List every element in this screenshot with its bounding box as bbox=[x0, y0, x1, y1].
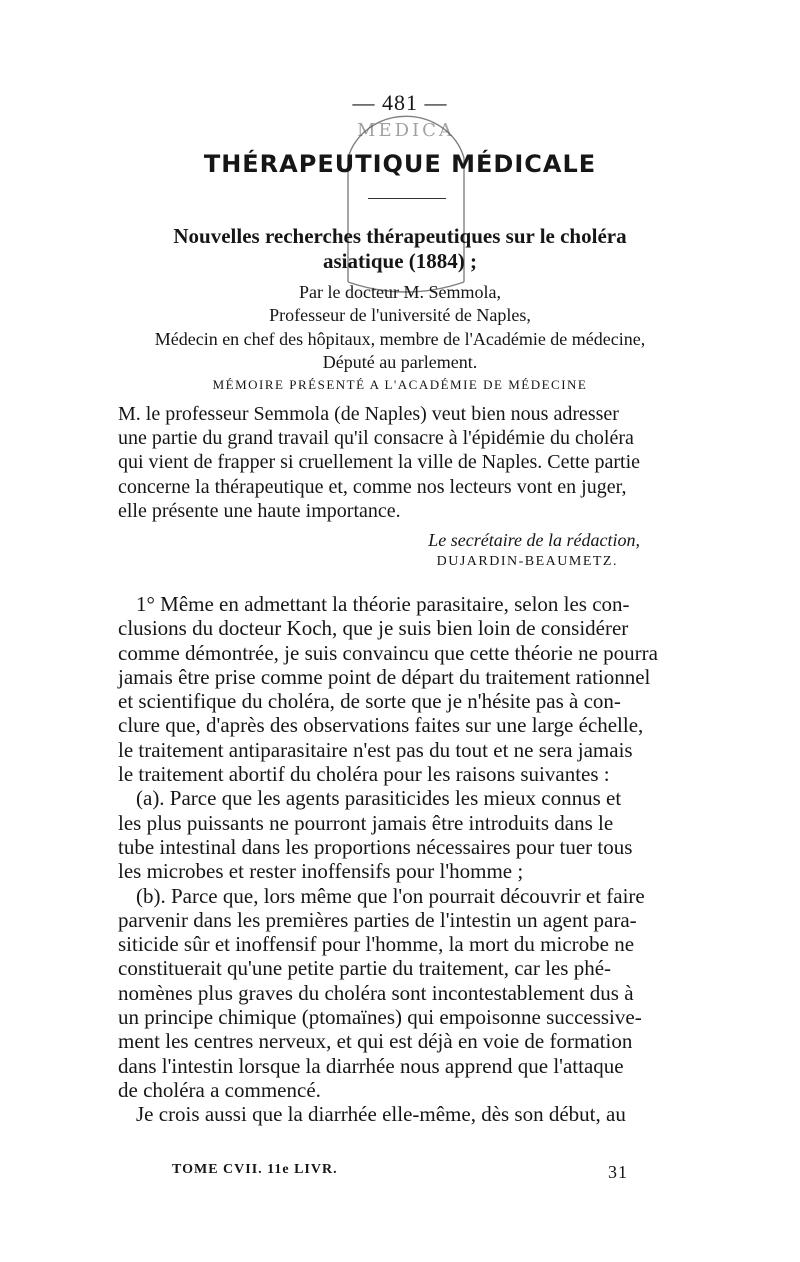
body-line: (b). Parce que, lors même que l'on pourrait découvrir et faire bbox=[136, 883, 645, 908]
credential-line: Député au parlement. bbox=[322, 352, 478, 372]
intro-line: elle présente une haute importance. bbox=[118, 499, 401, 522]
library-stamp bbox=[318, 96, 488, 306]
heading-rule bbox=[368, 198, 446, 199]
main-text bbox=[118, 592, 680, 1127]
body-line: dans l'intestin lorsque la diarrhée nous apprend que l'attaque bbox=[118, 1053, 624, 1078]
footer-signature-number: 31 bbox=[608, 1162, 628, 1182]
body-line: les microbes et rester inoffensifs pour l'homme ; bbox=[118, 859, 524, 884]
body-line: clure que, d'après des observations faites sur une large échelle, bbox=[118, 713, 644, 738]
body-line: de choléra a commencé. bbox=[118, 1077, 321, 1102]
body-line: comme démontrée, je suis convaincu que cette théorie ne pourra bbox=[118, 640, 658, 665]
footer-volume: TOME CVII. 11e LIVR. bbox=[172, 1162, 338, 1177]
body-line: (a). Parce que les agents parasiticides les mieux connus et bbox=[136, 786, 622, 811]
intro-line: concerne la thérapeutique et, comme nos lecteurs vont en juger, bbox=[118, 475, 627, 498]
intro-line: une partie du grand travail qu'il consacre à l'épidémie du choléra bbox=[118, 427, 634, 450]
body-line: parvenir dans les premières parties de l'intestin un agent para- bbox=[118, 907, 637, 932]
page-number: — 481 — bbox=[352, 90, 448, 115]
intro-line: qui vient de frapper si cruellement la ville de Naples. Cette partie bbox=[118, 451, 641, 474]
body-line: le traitement abortif du choléra pour les raisons suivantes : bbox=[118, 762, 610, 787]
memoire-caption: MÉMOIRE PRÉSENTÉ A L'ACADÉMIE DE MÉDECINE bbox=[212, 377, 588, 392]
signature-name: DUJARDIN-BEAUMETZ. bbox=[436, 554, 618, 569]
body-line: ment les centres nerveux, et qui est déjà en voie de formation bbox=[118, 1029, 633, 1054]
body-line: jamais être prise comme point de départ du traitement rationnel bbox=[118, 664, 651, 689]
body-line: Je crois aussi que la diarrhée elle-même, dès son début, au bbox=[136, 1102, 626, 1127]
body-line: clusions du docteur Koch, que je suis bien loin de considérer bbox=[118, 616, 629, 641]
body-line: siticide sûr et inoffensif pour l'homme, la mort du microbe ne bbox=[118, 932, 635, 957]
signature-role: Le secrétaire de la rédaction, bbox=[428, 530, 640, 550]
credential-line: Professeur de l'université de Naples, bbox=[269, 305, 531, 325]
section-heading: THÉRAPEUTIQUE MÉDICALE bbox=[203, 150, 597, 178]
stamp-text: MEDICA bbox=[357, 120, 455, 141]
body-line: tube intestinal dans les proportions nécessaires pour tuer tous bbox=[118, 834, 633, 859]
body-line: nomènes plus graves du choléra sont incontestablement dus à bbox=[118, 980, 634, 1005]
body-line: les plus puissants ne pourront jamais être introduits dans le bbox=[118, 810, 614, 835]
body-line: le traitement antiparasitaire n'est pas du tout et ne sera jamais bbox=[118, 737, 633, 762]
body-line: 1° Même en admettant la théorie parasitaire, selon les con- bbox=[136, 592, 630, 616]
credential-line: Médecin en chef des hôpitaux, membre de l'Académie de médecine, bbox=[154, 329, 646, 349]
intro-paragraph bbox=[118, 402, 680, 523]
article-title-line1: Nouvelles recherches thérapeutiques sur le choléra bbox=[173, 224, 627, 248]
article-title-line2: asiatique (1884) ; bbox=[323, 249, 477, 273]
body-line: un principe chimique (ptomaïnes) qui empoisonne successive- bbox=[118, 1005, 642, 1030]
body-line: constituerait qu'une petite partie du traitement, car les phé- bbox=[118, 956, 612, 981]
author-line: Par le docteur M. Semmola, bbox=[299, 282, 501, 302]
intro-line: M. le professeur Semmola (de Naples) veut bien nous adresser bbox=[118, 403, 619, 425]
body-line: et scientifique du choléra, de sorte que je n'hésite pas à con- bbox=[118, 689, 621, 714]
